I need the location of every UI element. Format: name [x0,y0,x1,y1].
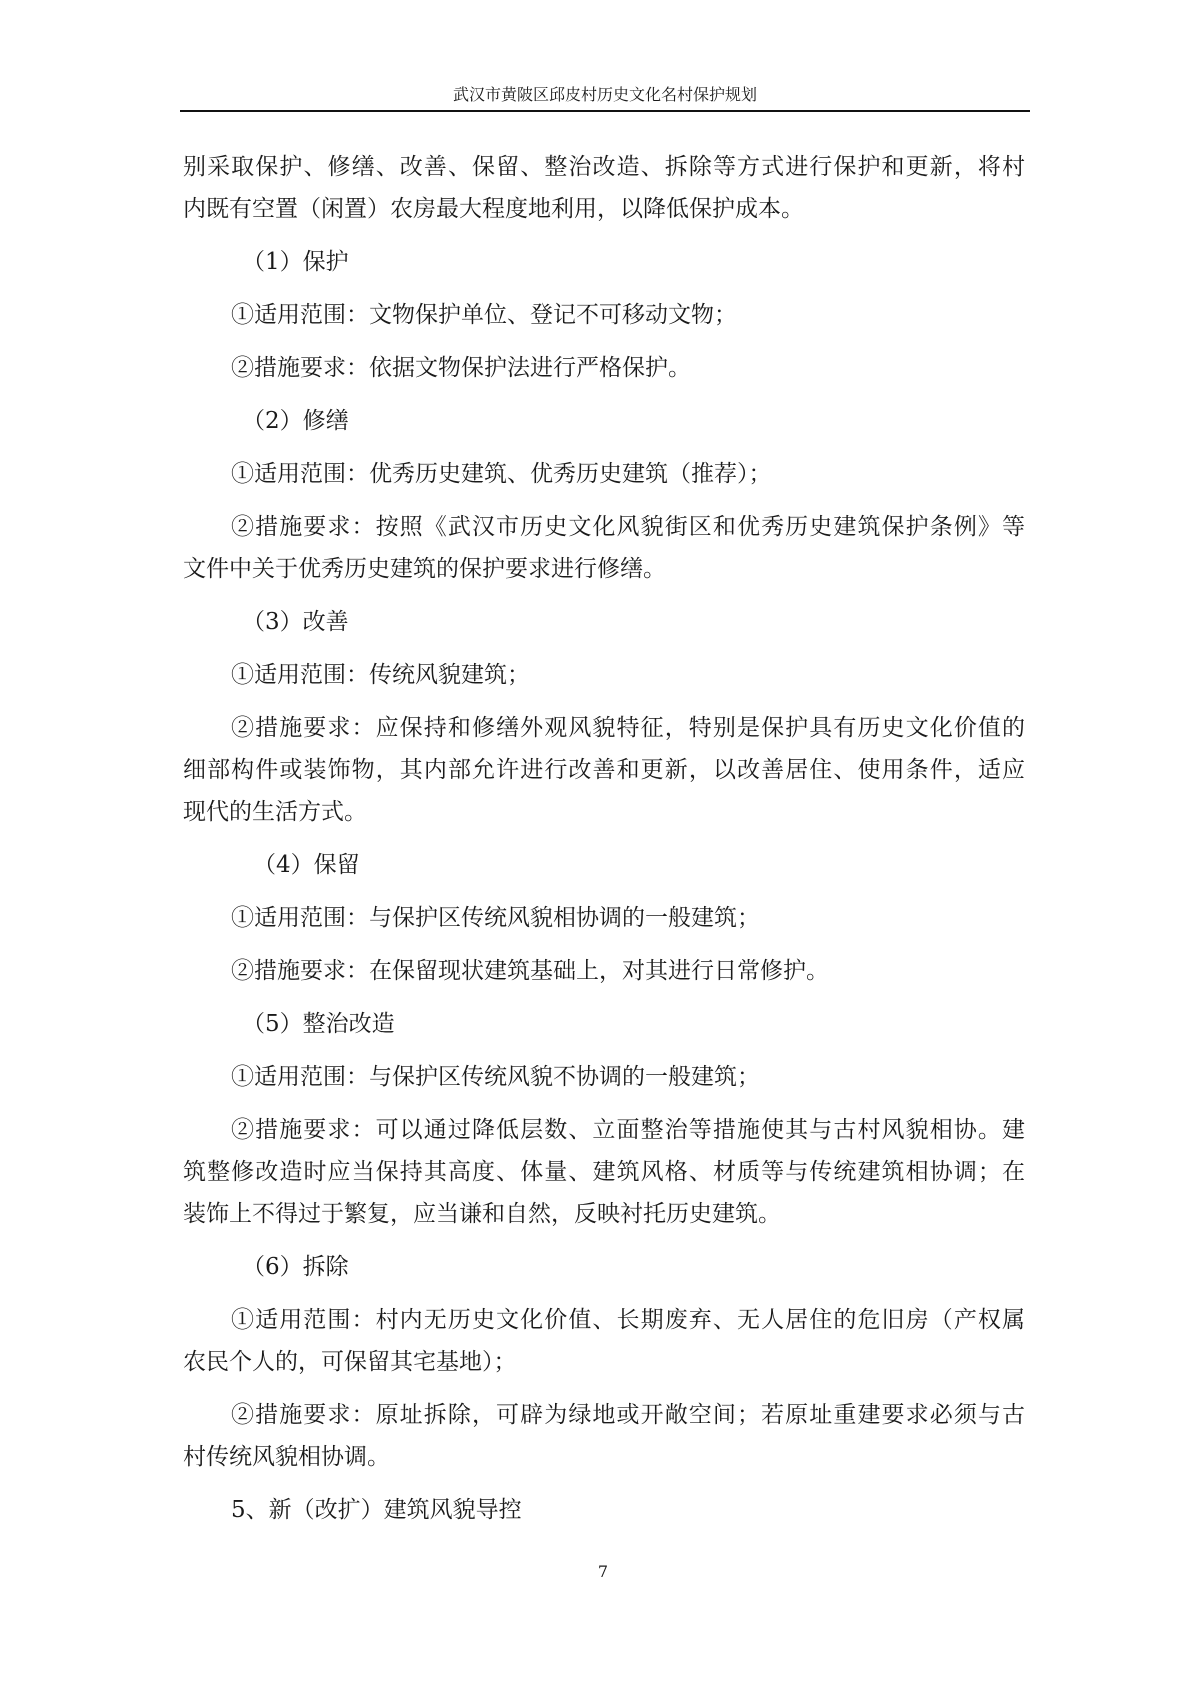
text-line: （2）修缮 [242,408,349,434]
text-line: （4）保留 [253,852,360,878]
text-line: 农民个人的，可保留其宅基地）； [183,1349,517,1375]
paragraph [183,707,1025,833]
paragraph [183,453,1025,495]
section-heading [183,1246,1025,1288]
text-line: （5）整治改造 [242,1011,395,1037]
section-heading [183,241,1025,283]
text-line: 内既有空置（闲置）农房最大程度地利用，以降低保护成本。 [183,196,804,222]
text-line: ①适用范围：与保护区传统风貌相协调的一般建筑； [231,905,760,931]
text-line: 村传统风貌相协调。 [183,1444,390,1470]
text-line: ②措施要求：可以通过降低层数、立面整治等措施使其与古村风貌相协。建 [231,1117,1025,1143]
section-heading [183,400,1025,442]
text-line: ①适用范围：优秀历史建筑、优秀历史建筑（推荐）； [231,461,772,487]
text-line: ②措施要求：在保留现状建筑基础上，对其进行日常修护。 [231,958,829,984]
paragraph [183,1056,1025,1098]
text-line: ①适用范围：与保护区传统风貌不协调的一般建筑； [231,1064,760,1090]
paragraph [183,950,1025,992]
text-line: （3）改善 [242,609,349,635]
text-line: 别采取保护、修缮、改善、保留、整治改造、拆除等方式进行保护和更新，将村 [183,154,1025,180]
text-line: （1）保护 [242,249,349,275]
paragraph [183,897,1025,939]
paragraph [183,1394,1025,1478]
text-line: 装饰上不得过于繁复，应当谦和自然，反映衬托历史建筑。 [183,1201,781,1227]
header-divider [180,110,1030,112]
section-heading [183,601,1025,643]
paragraph [183,1109,1025,1235]
document-body [183,146,1025,1542]
text-line: 筑整修改造时应当保持其高度、体量、建筑风格、材质等与传统建筑相协调；在 [183,1159,1025,1185]
paragraph [183,1299,1025,1383]
paragraph [183,294,1025,336]
running-header: 武汉市黄陂区邱皮村历史文化名村保护规划 [452,85,757,104]
text-line: ②措施要求：应保持和修缮外观风貌特征，特别是保护具有历史文化价值的 [231,715,1025,741]
paragraph [183,347,1025,389]
text-line: ①适用范围：传统风貌建筑； [231,662,530,688]
text-line: （6）拆除 [242,1254,349,1280]
section-heading [183,844,1025,886]
section-heading [183,1003,1025,1045]
text-line: 5、新（改扩）建筑风貌导控 [231,1497,522,1523]
text-line: ①适用范围：村内无历史文化价值、长期废弃、无人居住的危旧房（产权属 [231,1307,1025,1333]
text-line: 细部构件或装饰物，其内部允许进行改善和更新，以改善居住、使用条件，适应 [183,757,1025,783]
text-line: ①适用范围：文物保护单位、登记不可移动文物； [231,302,737,328]
text-line: ②措施要求：依据文物保护法进行严格保护。 [231,355,691,381]
text-line: 现代的生活方式。 [183,799,367,825]
text-line: ②措施要求：按照《武汉市历史文化风貌街区和优秀历史建筑保护条例》等 [231,514,1025,540]
paragraph [183,654,1025,696]
text-line: 文件中关于优秀历史建筑的保护要求进行修缮。 [183,556,666,582]
paragraph [183,506,1025,590]
page-number: 7 [597,1562,609,1581]
paragraph [183,1489,1025,1531]
text-line: ②措施要求：原址拆除，可辟为绿地或开敞空间；若原址重建要求必须与古 [231,1402,1025,1428]
paragraph [183,146,1025,230]
